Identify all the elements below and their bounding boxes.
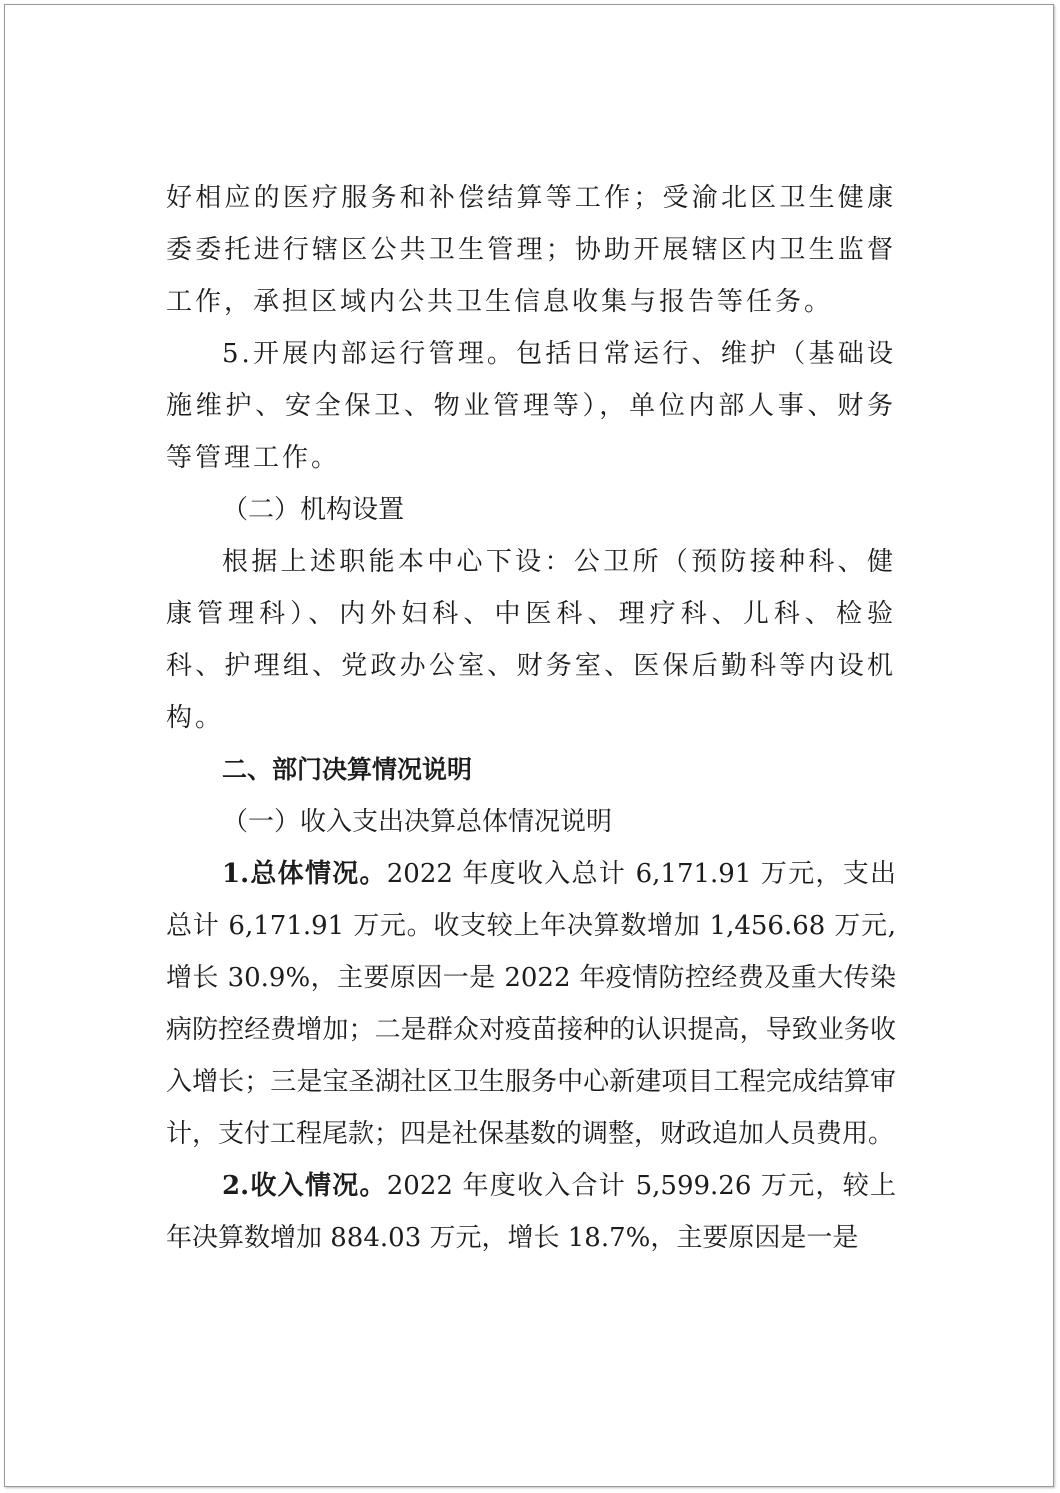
heading-section-two: 二、部门决算情况说明: [222, 755, 473, 784]
heading-organization: （二）机构设置: [222, 495, 405, 525]
paragraph-internal-operation: 5.开展内部运行管理。包括日常运行、维护（基础设施维护、安全保卫、物业管理等），单位内部人事、财务等管理工作。: [166, 339, 896, 473]
income-body: 2022 年度收入合计 5,599.26 万元，较上年决算数增加 884.03 万元，增长 18.7%，主要原因是一是: [166, 1171, 896, 1253]
overall-lead: 1.总体情况。: [222, 859, 387, 889]
document-body: [166, 172, 896, 1264]
paragraph-organization: 根据上述职能本中心下设：公卫所（预防接种科、健康管理科）、内外妇科、中医科、理疗科、儿科、检验科、护理组、党政办公室、财务室、医保后勤科等内设机构。: [166, 547, 896, 733]
income-lead: 2.收入情况。: [222, 1171, 387, 1201]
overall-body: 2022 年度收入总计 6,171.91 万元，支出总计 6,171.91 万元。收支较上年决算数增加 1,456.68 万元,增长 30.9%，主要原因一是 2022 年疫情防控经费及重大传染病防控经费增加；二是群众对疫苗接种的认识提高，导致业务收入增长；三是宝圣湖社区卫生服务中心新建项目工程完成结算审计，支付工程尾款；四是社保基数的调整，财政追加人员费用。: [166, 859, 896, 1149]
heading-income-expense: （一）收入支出决算总体情况说明: [222, 807, 613, 837]
paragraph-income: [166, 1160, 896, 1264]
paragraph-duties-continued: 好相应的医疗服务和补偿结算等工作；受渝北区卫生健康委委托进行辖区公共卫生管理；协助开展辖区内卫生监督工作，承担区域内公共卫生信息收集与报告等任务。: [166, 183, 896, 317]
paragraph-overall: [166, 848, 896, 1160]
